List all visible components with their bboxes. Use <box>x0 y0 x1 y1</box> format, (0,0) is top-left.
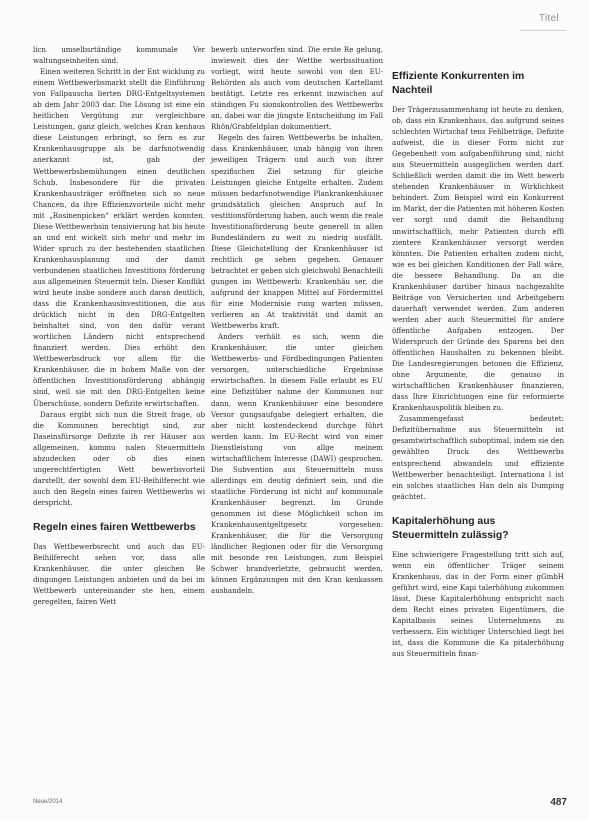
page-header: Titel <box>538 13 559 24</box>
section-heading: Kapitalerhöhung aus Steuermitteln zulässig? <box>392 515 509 541</box>
paragraph: Eine schwierigere Fragestellung tritt sich auf, wenn ein öffentlicher Träger seinem Krankenhaus, das in der Form einer gGmbH geführt wird, eine Kapi talerhöhung zukommen lässt. Diese Kapitalerhöhung entspricht nach dem Recht eines privaten Eigentümers, die Kapitalbasis seines Unternehmens zu verbessern. Ein wichtiger Unterschied liegt bei ist, dass die Kommune die Ka pitalerhöhung aus Steuermitteln finan- <box>392 549 564 659</box>
header-rule <box>520 30 566 31</box>
section-heading: Regeln eines fairen Wettbewerbs <box>33 521 196 533</box>
paragraph: Regeln des fairen Wettbewerbs be inhalten, dass Krankenhäuser, unab hängig von ihren jeweiligen Trägern und auch von ihrer spezifischen Ziel setzung für gleiche Leistungen gleiche Entgelte erhalten. Zudem müssen bedarfsnotwendige Plankrankenhäuser grundsätzlich gleichen Anspruch auf In vestitionsförderung haben, auch wenn die reale Investitionsförderung heute generell in allen Bundesländern zu weit zu niedrig ausfällt. Diese Gleichstellung der Krankenhäuser ist rechtlich ge sehen gegeben. Genauer betrachtet er geben sich gleichwohl Benachteili gungen im Wettbewerb: Krankenhäu ser, die aufgrund der knappen Mittel auf Fördermittel für eine Modernisie rung warten müssen, verlieren an At traktivität und damit an Wettbewerbs kraft. <box>211 133 383 331</box>
section-heading: Effiziente Konkurrenten im Nachteil <box>392 71 525 96</box>
footer-issue-label: Neue/2014 <box>33 799 63 805</box>
paragraph: Das Wettbewerbsrecht und auch das EU-Beihilferecht sehen vor, dass alle Krankenhäuser, die unter gleichen Be dingungen Leistungen anbieten und da bei im Wettbewerb untereinander ste hen, einem geregelten, fairen Wett <box>33 541 205 607</box>
paragraph: Der Trägerzusammenhang ist heute zu denken, ob, dass ein Krankenhaus, das aufgrund seines schlechten Wirtschaf tens Fehlbeträge, Defizite aufweist, die in dieser Form nicht zur Gegebenheit vom aufgabenführung sind, nicht aus Steuermitteln ausgeglichen werden darf. Schließlich werden damit die im Wett bewerb stehenden Krankenhäuser in Wirklichkeit behindert. Zum Beispiel wird ein Konkurrent im Markt, der die Patienten mit höheren Kosten ver sorgt und damit die Behandlung unwirtschaftlich, mehr Patienten durch effi zientere Krankenhäuser versorgt werden könnten. Die Patienten erhalten zudem nicht, wie es bei gleichen Konditionen der Fall wäre, die bessere Behandlung. Da an die Krankenhäuser darüber hinaus nachgezahlte Beiträge von Versicherten und Arbeitgebern dauerhaft verwendet werden. Zum anderen werden aber auch Steuermittel für andere öffentliche Aufgaben entzogen. Der Widerspruch der Gründe des Sparens bei den öffentlichen Haushalten zu bekennen bleibt. Die Landesregierungen betonen die Effizienz, ohne Argumente, die genauso in wirtschaftlichen Krankenhäuser finanzieren, dass Ihre Einrichtungen eine für reformierte Krankenhauspolitik bleiben zu. <box>392 105 564 413</box>
paragraph: Einen weiteren Schritt in der Ent wicklung zu einem Wettbewerbsmarkt stellt die Einführung von Fallpauscha lierten DRG-Entgeltsystemen ab dem Jahr 2003 dar. Die Lösung ist eine ein heitlichen Vergütung zur vergleichbare Leistungen, ganz gleich, welches Kran kenhaus diese Leistungen erbringt, so fern es zur Krankenhausgruppe als be darfsnotwendig anerkannt ist, gab der Wettbewerbsbemühungen einen deutlichen Schub. Insbesondere für die privaten Krankenhausträger eröffneten sich so neue Chancen, da ihre Effizienzvorteile nicht mehr mit „Rosinenpicken“ erklärt werden konnten. Diese Wettbewerbsin tensivierung hat bis heute an und ent wickelt sich mehr und mehr im Wider spruch zu der bestehenden staatlichen Krankenhausplanung und der damit verbundenen staatlichen Investitions förderung aus allgemeinen Steuermit teln. Dieser Konflikt wird heute insbe sondere auch daran deutlich, dass die Krankenhausinvestitionen, die aus drücklich nicht in den DRG-Entgelten beinhaltet sind, von den dafür verant wortlichen Ländern nicht entsprechend finanziert werden. Dies erhöht den Wettbewerbsdruck vor allem für die Krankenhäuser, die in hohem Maße von der öffentlichen Investitionsförderung abhängig sind, weil sie mit den DRG-Entgelten keine Überschüsse, sondern Defizite erwirtschaften. <box>33 67 205 408</box>
page-number: 487 <box>550 797 567 808</box>
paragraph: Anders verhält es sich, wenn die Krankenhäuser, die unter gleichen Wettbewerbs- und Fördbedingungen Patienten versorgen, unterschiedliche Ergebnisse erwirtschaften. In diesem Falle erlaubt es EU eine Defizitüber nahme der Kommunen nur dann, wenn Krankenhäuser eine besondere Versor gungsaufgabe delegiert erhalten, die aber nicht kostendeckend durchge führt werden kann. Im EU-Recht wird von einer Dienstleistung von allge meinem wirtschaftlichem Interesse (DAWI) gesprochen. Die Subvention aus Steuermitteln muss allerdings ein deutig definiert sein, und die staatliche Förderung ist nicht auf kommunale Krankenhäuser begrenzt. Im Grunde genommen ist diese Möglichkeit schon im Krankenhausentgeltgesetz vorgesehen: Krankenhäuser, die für die Versorgung ländlicher Regionen oder für die Versorgung mit besonde ren Leistungen, zum Beispiel Schwer brandverletzte, gebraucht werden, können Ergänzungen mit den Kran kenkassen aushandeln. <box>211 332 383 596</box>
paragraph: Daraus ergibt sich nun die Streit frage, ob die Kommunen berechtigt sind, zur Daseinsfürsorge Defizite ih rer Häuser aus allgemeinen, kommu nalen Steuermitteln abzudecken oder ob dies einen ungerechtfertigten Wett bewerbsvorteil darstellt, der sowohl dem EU-Beihilferecht wie auch den Regeln eines fairen Wettbewerbs wi derspricht. <box>33 409 205 507</box>
text-column-2 <box>211 44 383 596</box>
paragraph: licn umselbsrtändige kommunale Ver waltungseinheiten sind. <box>33 45 205 66</box>
paragraph: Zusammengefasst bedeutet: Defizitübernahme aus Steuermitteln ist gesamtwirtschaftlich suboptimal, indem sie den gewählten Druck des Wettbewerbs entsprechend abwandeln und effiziente Wettbewerber benachteiligt. Internationa l ist ein solches staatliches Han deln als Dumping geächtet. <box>392 414 564 501</box>
text-column-1 <box>33 44 205 607</box>
paragraph: bewerb unterworfen sind. Die erste Re gelung, inwieweit dies der Wettbe werbssituation vorliegt, wird heute sowohl von den EU-Behörden als auch vom deutschen Kartellamt bestätigt. Letzte res erkennt inzwischen auf ständigen Fu sionskontrollen des Wettbewerbs an, dabei war die jüngste Entscheidung im Fall Rhön/Grabfeldplan dokumentiert. <box>211 45 383 132</box>
text-column-3 <box>392 44 564 659</box>
